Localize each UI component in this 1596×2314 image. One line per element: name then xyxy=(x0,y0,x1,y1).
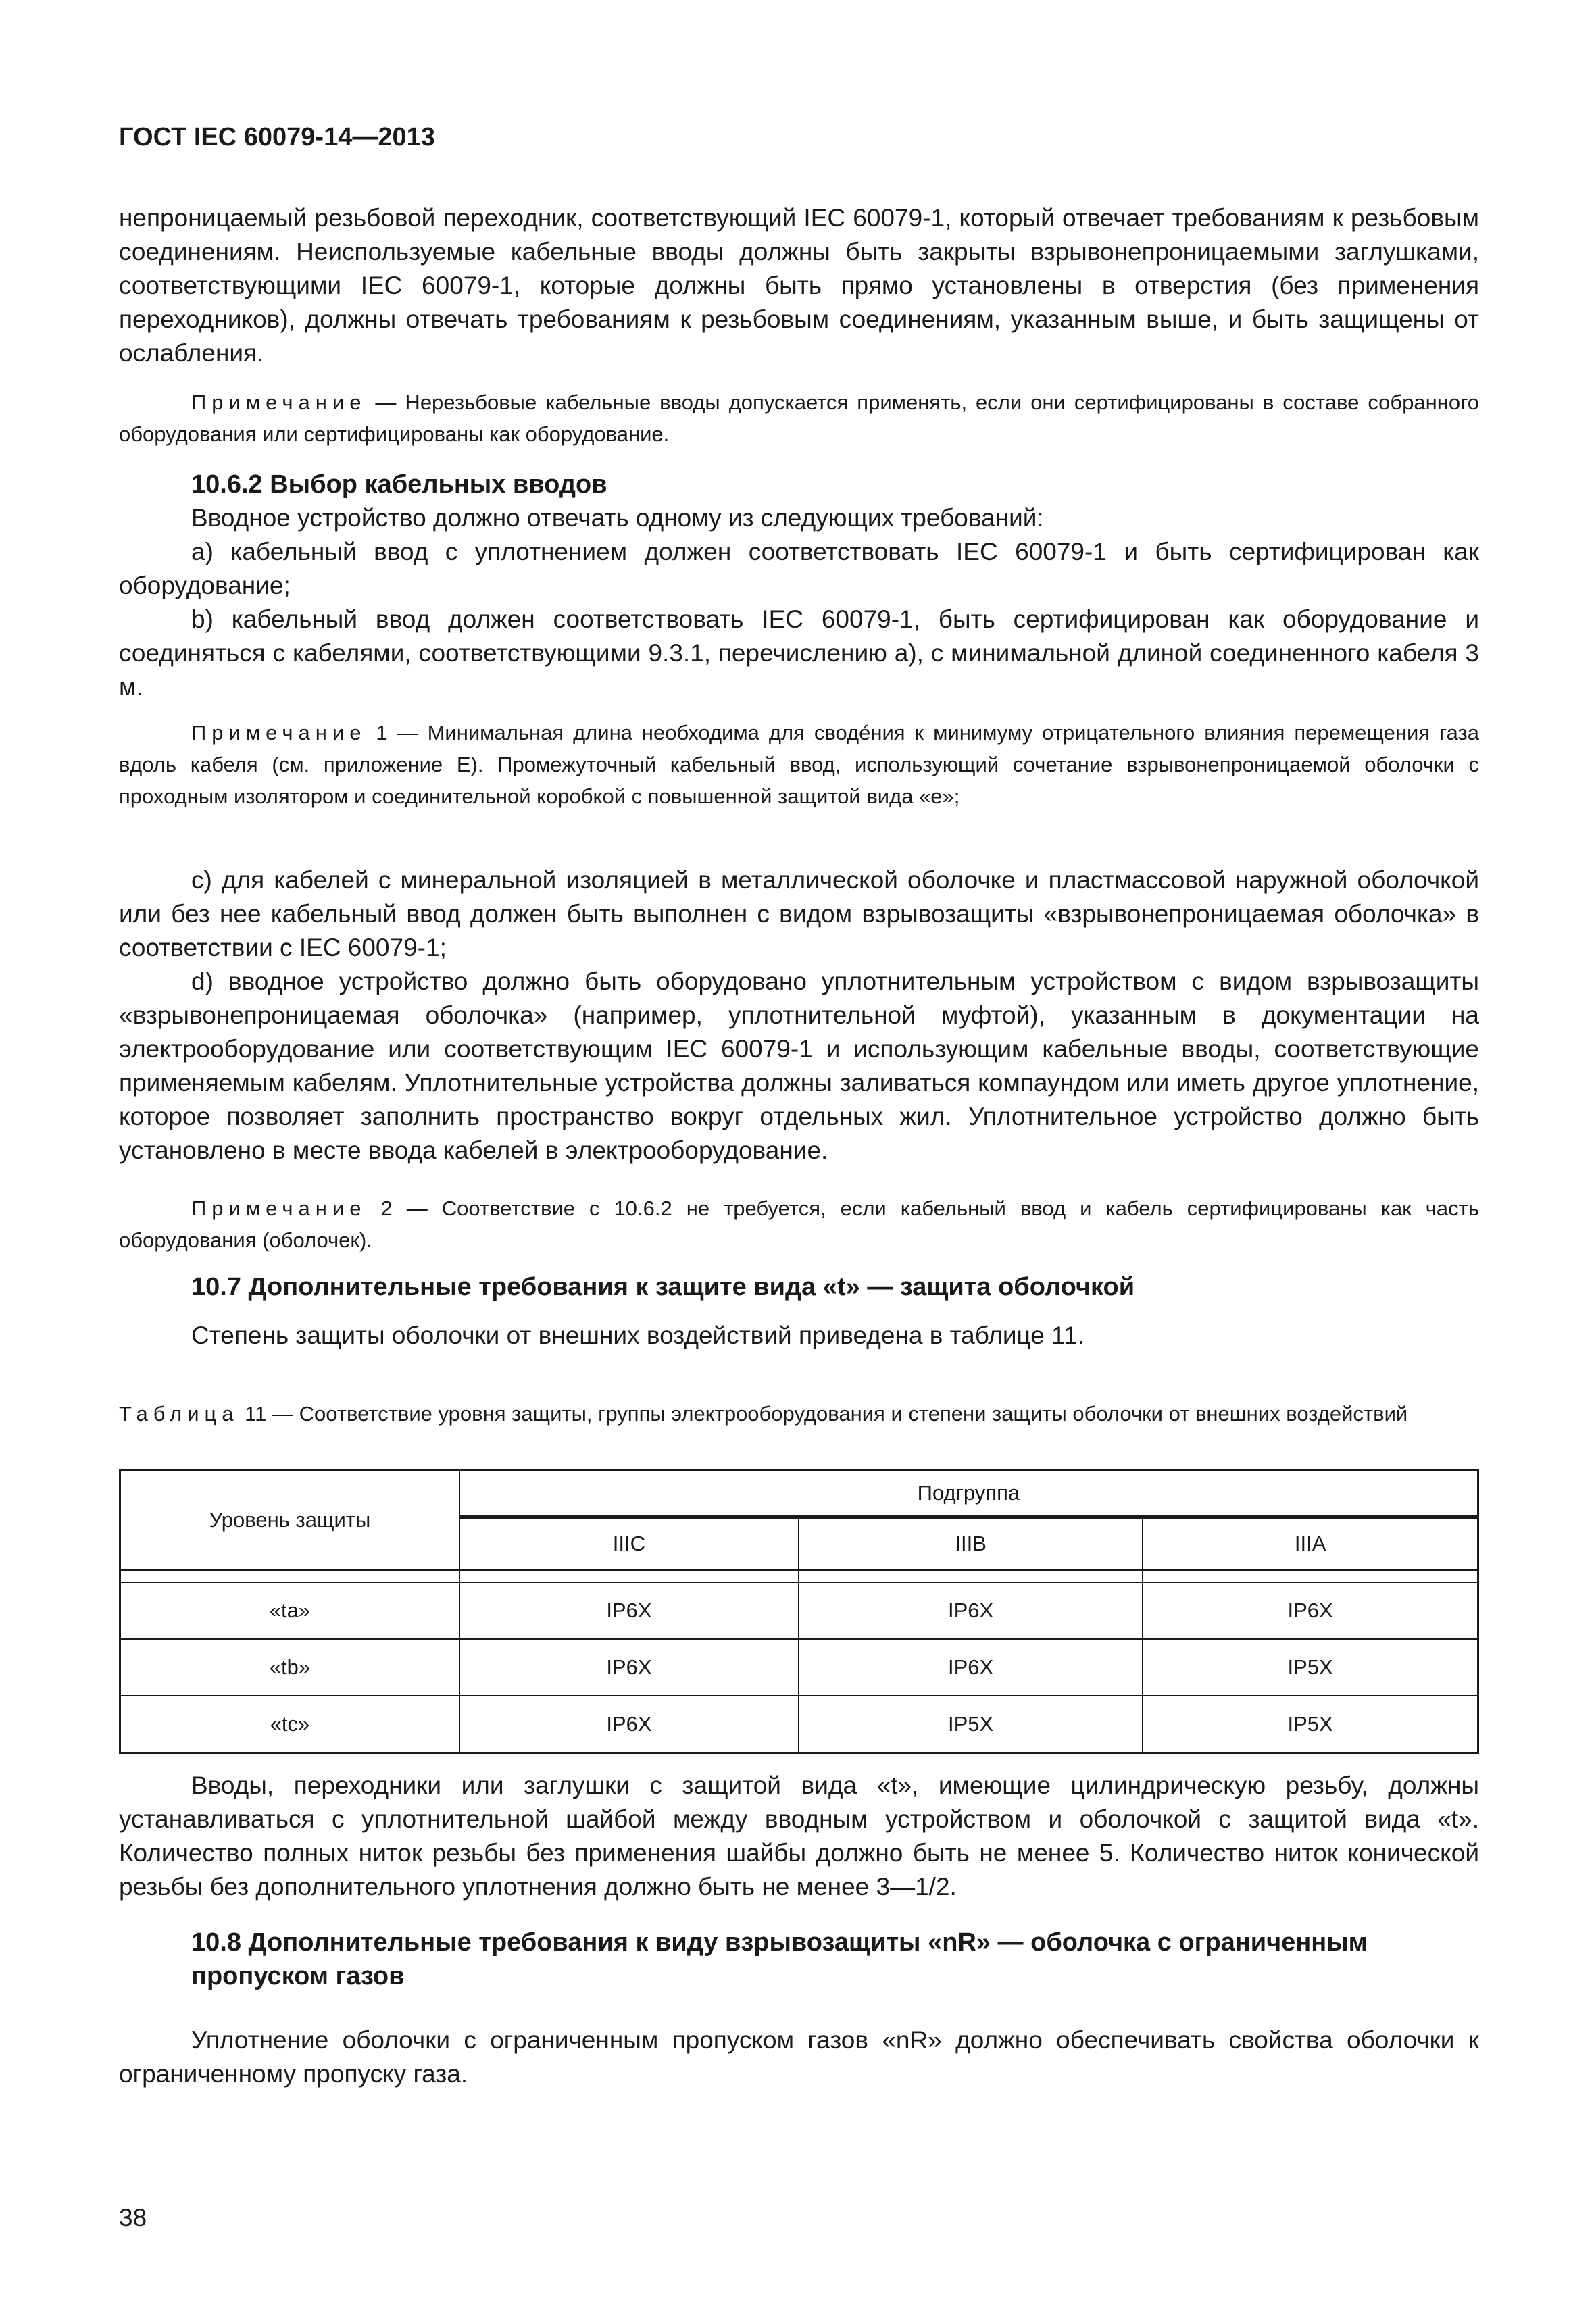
subgroup-header: IIIC xyxy=(459,1517,799,1570)
page-number: 38 xyxy=(119,2204,147,2232)
list-item-b: b) кабельный ввод должен соответствовать IEC 60079-1, быть сертифицирован как оборудование и соединяться с кабелями, соответствующими 9.3.1, перечислению а), с минимальной длиной соединенного кабеля 3 м. xyxy=(119,605,1479,701)
table-cell: IP6X xyxy=(1143,1582,1478,1639)
note-text: 2 — Соответствие с 10.6.2 не требуется, если кабельный ввод и кабель сертифицированы как часть оборудования (оболочек). xyxy=(119,1197,1479,1252)
table-cell-level: «tb» xyxy=(120,1639,459,1696)
table-cell-level: «ta» xyxy=(120,1582,459,1639)
list-continued xyxy=(119,863,1479,1167)
paragraph-block xyxy=(119,1769,1479,1904)
list-item-a: a) кабельный ввод с уплотнением должен соответствовать IEC 60079-1 и быть сертифицирован как оборудование; xyxy=(119,538,1479,599)
table-row xyxy=(120,1639,1478,1696)
table-cell-level: «tc» xyxy=(120,1696,459,1753)
paragraph-block xyxy=(119,2023,1479,2091)
table-cell: IP6X xyxy=(459,1582,799,1639)
section-heading: 10.8 Дополнительные требования к виду взрывозащиты «nR» — оболочка с ограниченным пропуском газов xyxy=(191,1928,1368,1990)
table-row xyxy=(120,1582,1478,1639)
note-1 xyxy=(119,386,1479,450)
note-2 xyxy=(119,717,1479,812)
paragraph-text: Вводное устройство должно отвечать одному из следующих требований: xyxy=(191,504,1044,532)
table-cell: IP6X xyxy=(459,1639,799,1696)
column-header-level: Уровень защиты xyxy=(120,1470,459,1570)
table-cell: IP5X xyxy=(1143,1639,1478,1696)
subgroup-header: IIIA xyxy=(1143,1517,1478,1570)
section-10-8 xyxy=(119,1926,1479,1993)
subgroup-header: IIIB xyxy=(799,1517,1143,1570)
paragraph-text: Уплотнение оболочки с ограниченным пропуском газов «nR» должно обеспечивать свойства оболочки к ограниченному пропуску газа. xyxy=(119,2026,1479,2088)
paragraph-text: Вводы, переходники или заглушки с защитой вида «t», имеющие цилиндрическую резьбу, должны устанавливаться с уплотнительной шайбой между вводным устройством и оболочкой с защитой вида «t». Количество полных ниток резьбы без применения шайбы должно быть не менее 5. Количество ниток конической резьбы без дополнительного уплотнения должно быть не менее 3—1/2. xyxy=(119,1771,1479,1901)
list-item-d: d) вводное устройство должно быть оборудовано уплотнительным устройством с видом взрывозащиты «взрывонепроницаемая оболочка» (например, уплотнительной муфтой), указанным в документации на электрооборудование или соответствующим IEC 60079-1 и использующим кабельные вводы, соответствующие применяемым кабелям. Уплотнительные устройства должны заливаться компаундом или иметь другое уплотнение, которое позволяет заполнить пространство вокруг отдельных жил. Уплотнительное устройство должно быть установлено в месте ввода кабелей в электрооборудование. xyxy=(119,967,1479,1164)
paragraph-continuation xyxy=(119,201,1479,370)
table-cell: IP6X xyxy=(799,1582,1143,1639)
paragraph-text: непроницаемый резьбовой переходник, соответствующий IEC 60079-1, который отвечает требованиям к резьбовым соединениям. Неиспользуемые кабельные вводы должны быть закрыты взрывонепроницаемыми заглушками, соответствующими IEC 60079-1, которые должны быть прямо установлены в отверстия (без применения переходников), должны отвечать требованиям к резьбовым соединениям, указанным выше, и быть защищены от ослабления. xyxy=(119,204,1479,367)
table-cell: IP6X xyxy=(459,1696,799,1753)
table-11 xyxy=(119,1469,1479,1754)
section-heading: 10.7 Дополнительные требования к защите вида «t» — защита оболочкой xyxy=(191,1273,1135,1301)
note-label: Примечание xyxy=(191,721,367,745)
paragraph-text: Степень защиты оболочки от внешних воздействий приведена в таблице 11. xyxy=(191,1322,1084,1349)
table-cell: IP5X xyxy=(1143,1696,1478,1753)
table-cell: IP5X xyxy=(799,1696,1143,1753)
list-item-c: c) для кабелей с минеральной изоляцией в металлической оболочке и пластмассовой наружной оболочкой или без нее кабельный ввод должен быть выполнен с видом взрывозащиты «взрывонепроницаемая оболочка» в соответствии с IEC 60079-1; xyxy=(119,866,1479,961)
table-11-container xyxy=(119,1469,1479,1754)
section-10-7 xyxy=(119,1270,1479,1304)
table-cell: IP6X xyxy=(799,1639,1143,1696)
note-label: Примечание xyxy=(191,391,367,414)
column-header-subgroup: Подгруппа xyxy=(459,1470,1478,1517)
table-label: Таблица xyxy=(119,1402,239,1426)
table-caption-text: 11 — Соответствие уровня защиты, группы электрооборудования и степени защиты оболочки от внешних воздействий xyxy=(239,1402,1408,1426)
section-10-6-2 xyxy=(119,468,1479,704)
document-header: ГОСТ IEC 60079-14—2013 xyxy=(119,123,435,151)
note-text: — Нерезьбовые кабельные вводы допускается применять, если они сертифицированы в составе собранного оборудования или сертифицированы как оборудование. xyxy=(119,391,1479,446)
header-separator xyxy=(120,1570,1478,1582)
note-3 xyxy=(119,1192,1479,1256)
table-row xyxy=(120,1696,1478,1753)
section-heading: 10.6.2 Выбор кабельных вводов xyxy=(191,470,607,499)
note-text: 1 — Минимальная длина необходима для своде́ния к минимуму отрицательного влияния перемещения газа вдоль кабеля (см. приложение E). Промежуточный кабельный ввод, использующий сочетание взрывонепроницаемой оболочки с проходным изолятором и соединительной коробкой с повышенной защитой вида «е»; xyxy=(119,721,1479,808)
paragraph-block xyxy=(119,1319,1479,1353)
note-label: Примечание xyxy=(191,1197,367,1220)
table-caption xyxy=(119,1399,1479,1429)
